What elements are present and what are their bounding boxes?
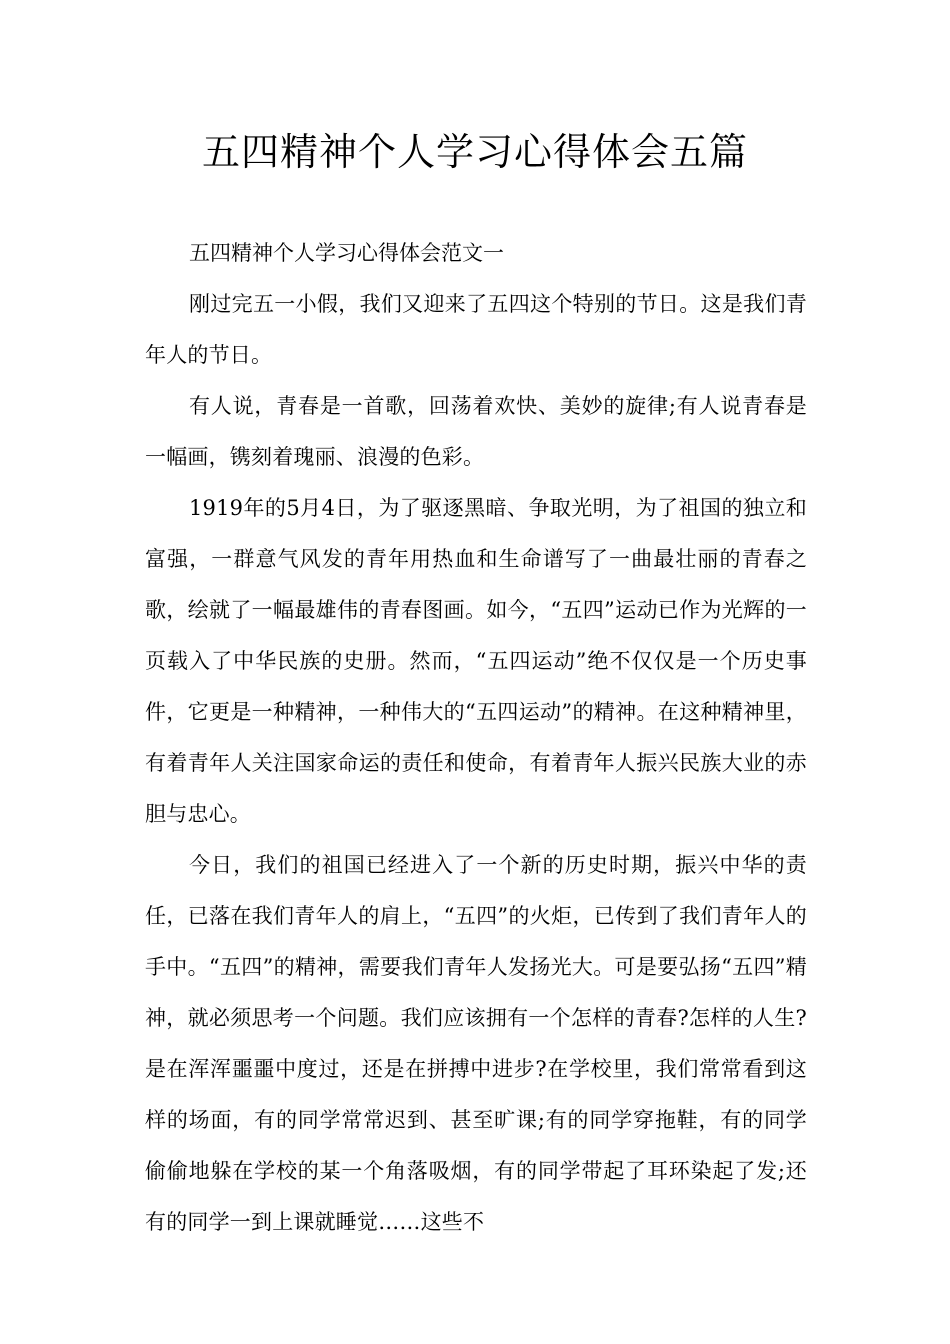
paragraph-1: 刚过完五一小假，我们又迎来了五四这个特别的节日。这是我们青年人的节日。 (145, 292, 807, 367)
document-title: 五四精神个人学习心得体会五篇 (201, 130, 748, 174)
paragraph-2: 有人说，青春是一首歌，回荡着欢快、美妙的旋律;有人说青春是一幅画，镌刻着瑰丽、浪漫的色彩。 (145, 394, 807, 469)
document-body (145, 228, 807, 1248)
paragraph-3: 1919年的5月4日，为了驱逐黑暗、争取光明，为了祖国的独立和富强，一群意气风发的青年用热血和生命谱写了一曲最壮丽的青春之歌，绘就了一幅最雄伟的青春图画。如今，“五四”运动已作为光辉的一页载入了中华民族的史册。然而，“五四运动”绝不仅仅是一个历史事件，它更是一种精神，一种伟大的“五四运动”的精神。在这种精神里，有着青年人关注国家命运的责任和使命，有着青年人振兴民族大业的赤胆与忠心。 (145, 496, 807, 826)
paragraph-4: 今日，我们的祖国已经进入了一个新的历史时期，振兴中华的责任，已落在我们青年人的肩上，“五四”的火炬，已传到了我们青年人的手中。“五四”的精神，需要我们青年人发扬光大。可是要弘扬“五四”精神，就必须思考一个问题。我们应该拥有一个怎样的青春?怎样的人生?是在浑浑噩噩中度过，还是在拼搏中进步?在学校里，我们常常看到这样的场面，有的同学常常迟到、甚至旷课;有的同学穿拖鞋，有的同学偷偷地躲在学校的某一个角落吸烟，有的同学带起了耳环染起了发;还有的同学一到上课就睡觉……这些不 (145, 853, 807, 1234)
section-subheading: 五四精神个人学习心得体会范文一 (189, 241, 504, 265)
